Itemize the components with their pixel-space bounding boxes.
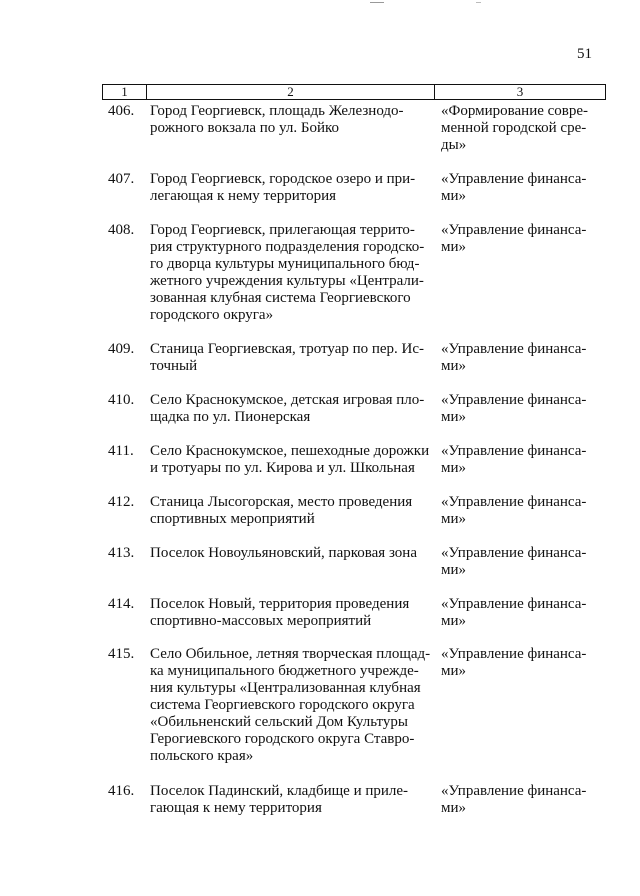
row-number: 410. [108, 392, 135, 408]
row-program: «Формирование совре- менной городской сре- ды» [441, 103, 589, 153]
row-program: «Управление финанса- ми» [441, 443, 587, 476]
scan-mark [476, 2, 481, 3]
row-number: 409. [108, 341, 135, 357]
page-number: 51 [577, 46, 592, 62]
row-program: «Управление финанса- ми» [441, 545, 587, 578]
row-number: 412. [108, 494, 135, 510]
row-program: «Управление финанса- ми» [441, 341, 587, 374]
row-description: Город Георгиевск, прилегающая террито- рия структурного подразделения городско- го дворца культуры муниципального бюд- жетного учреждения культуры «Централи- зованная клубная система Георгиевского городского округа» [150, 222, 425, 323]
row-number: 406. [108, 103, 135, 119]
row-number: 415. [108, 646, 135, 662]
row-program: «Управление финанса- ми» [441, 171, 587, 204]
row-number: 411. [108, 443, 134, 459]
table-header [102, 84, 606, 100]
row-program: «Управление финанса- ми» [441, 392, 587, 425]
row-description: Поселок Новый, территория проведения спортивно-массовых мероприятий [150, 596, 410, 629]
row-number: 407. [108, 171, 135, 187]
row-description: Село Краснокумское, детская игровая пло- щадка по ул. Пионерская [150, 392, 425, 425]
column-header-1: 1 [103, 85, 147, 100]
row-description: Село Обильное, летняя творческая площад- ка муниципального бюджетного учрежде- ния культуры «Централизованная клубная система Георгиевского городского округа «Обильненский сельский Дом Культуры Герогиевского городского округа Ставро- польского края» [150, 646, 431, 764]
row-description: Станица Лысогорская, место проведения спортивных мероприятий [150, 494, 413, 527]
row-program: «Управление финанса- ми» [441, 596, 587, 629]
row-description: Город Георгиевск, городское озеро и при- легающая к нему территория [150, 171, 416, 204]
column-header-3: 3 [435, 85, 606, 100]
row-number: 416. [108, 783, 135, 799]
row-description: Поселок Новоульяновский, парковая зона [150, 545, 417, 561]
row-number: 413. [108, 545, 135, 561]
row-number: 408. [108, 222, 135, 238]
row-program: «Управление финанса- ми» [441, 646, 587, 679]
row-description: Город Георгиевск, площадь Железнодо- рожного вокзала по ул. Бойко [150, 103, 404, 136]
row-description: Поселок Падинский, кладбище и приле- гающая к нему территория [150, 783, 409, 816]
scan-mark [370, 2, 384, 3]
row-description: Село Краснокумское, пешеходные дорожки и тротуары по ул. Кирова и ул. Школьная [150, 443, 430, 476]
row-description: Станица Георгиевская, тротуар по пер. Ис- точный [150, 341, 425, 374]
row-number: 414. [108, 596, 135, 612]
column-header-2: 2 [147, 85, 435, 100]
row-program: «Управление финанса- ми» [441, 783, 587, 816]
row-program: «Управление финанса- ми» [441, 494, 587, 527]
row-program: «Управление финанса- ми» [441, 222, 587, 255]
